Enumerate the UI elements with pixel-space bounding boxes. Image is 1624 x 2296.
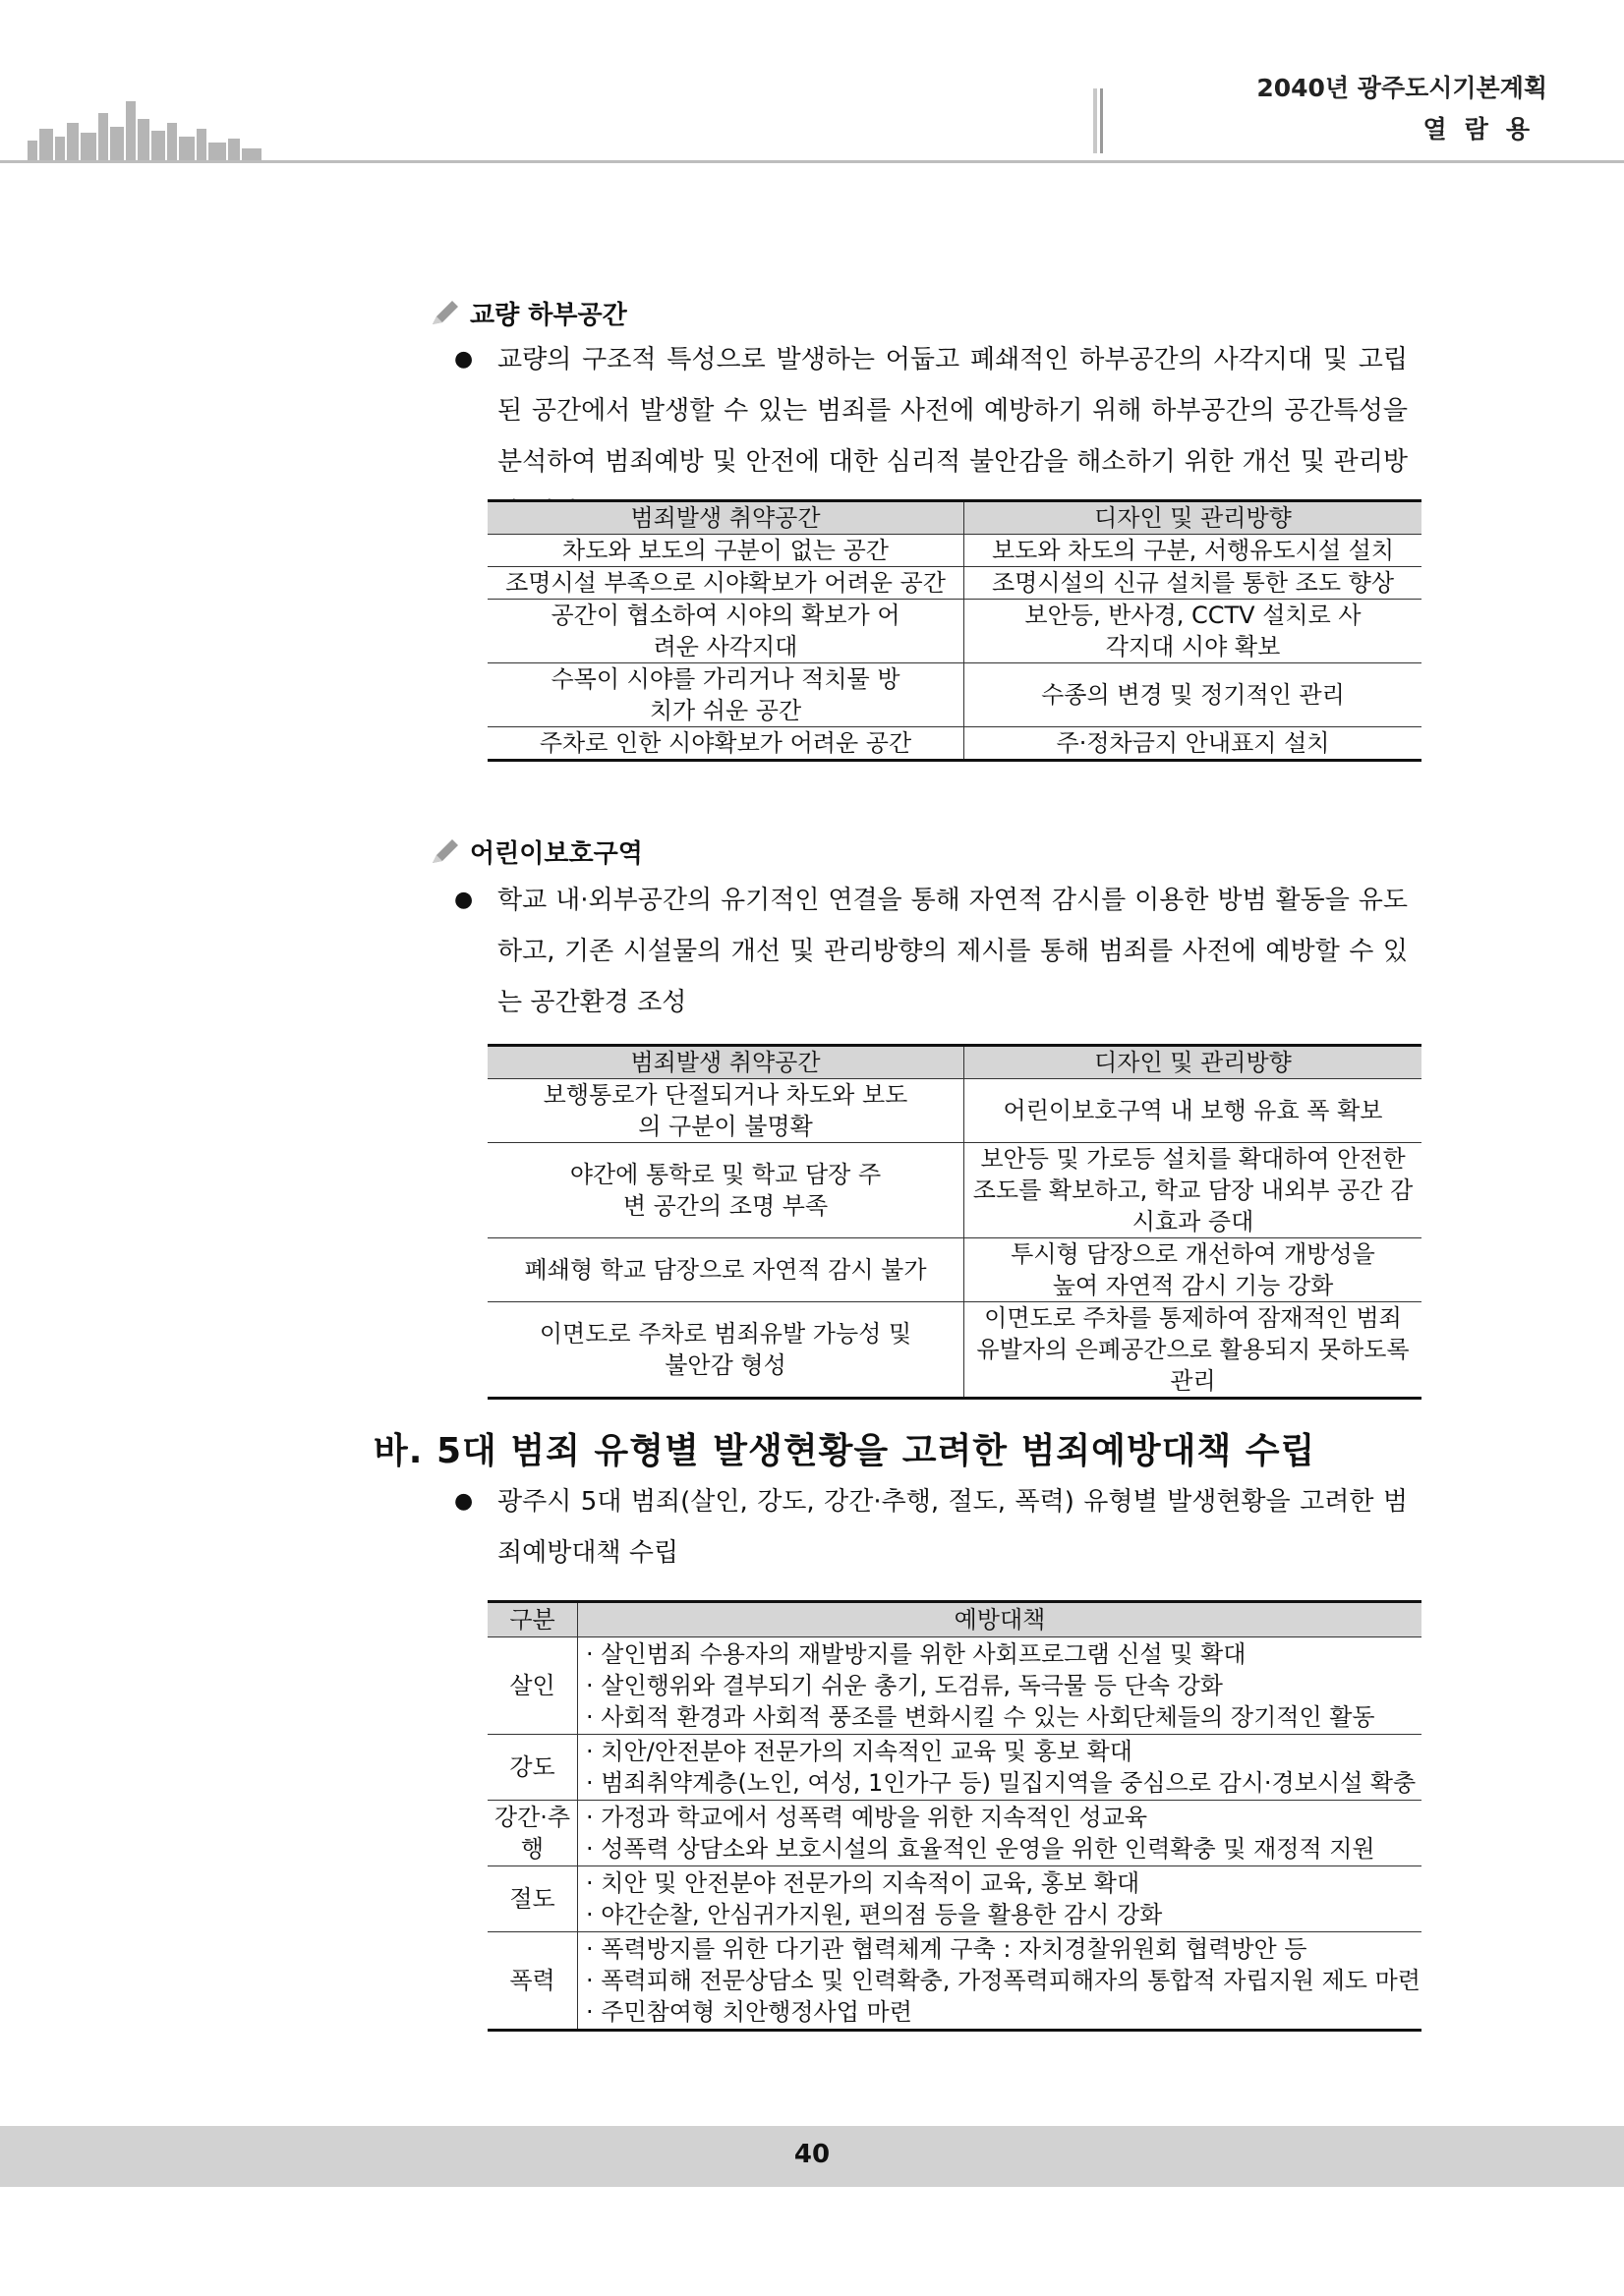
category-cell: 강간·추행 <box>488 1801 578 1866</box>
table-cell: 수목이 시야를 가리거나 적치물 방치가 쉬운 공간 <box>488 663 964 727</box>
table-header-cell: 디자인 및 관리방향 <box>964 1046 1422 1079</box>
bullet-icon: ● <box>454 1489 474 1514</box>
category-cell: 절도 <box>488 1866 578 1932</box>
bullet-text: 교량의 구조적 특성으로 발생하는 어둡고 폐쇄적인 하부공간의 사각지대 및 고립된 공간에서 발생할 수 있는 범죄를 사전에 예방하기 위해 하부공간의 공간특성을 분석하여 범죄예방 및 안전에 대한 심리적 불안감을 해소하기 위한 개선 및 관리방 <box>497 345 1408 477</box>
table-cell: 폐쇄형 학교 담장으로 자연적 감시 불가 <box>488 1238 964 1302</box>
table-cell: 주차로 인한 시야확보가 어려운 공간 <box>488 727 964 761</box>
table-row <box>488 567 1421 600</box>
table-cell: 조명시설의 신규 설치를 통한 조도 향상 <box>964 567 1422 600</box>
measure-item: · 주민참여형 치안행정사업 마련 <box>586 1998 912 2026</box>
table-header-cell: 디자인 및 관리방향 <box>964 501 1422 535</box>
table-header-row <box>488 1602 1421 1637</box>
table-cell: 이면도로 주차로 범죄유발 가능성 및 불안감 형성 <box>488 1302 964 1399</box>
table-row <box>488 535 1421 567</box>
table-row <box>488 663 1421 727</box>
header-divider <box>1093 88 1105 153</box>
table-header-row <box>488 1046 1421 1079</box>
measure-item: · 치안/안전분야 전문가의 지속적인 교육 및 홍보 확대 <box>586 1738 1132 1765</box>
table-cell: 투시형 담장으로 개선하여 개방성을 높여 자연적 감시 기능 강화 <box>964 1238 1422 1302</box>
table-row <box>488 1238 1421 1302</box>
table-row <box>488 1932 1421 2031</box>
table-cell: 주·정차금지 안내표지 설치 <box>964 727 1422 761</box>
measures-cell <box>578 1801 1422 1866</box>
measure-item: · 폭력방지를 위한 다기관 협력체계 구축 : 자치경찰위원회 협력방안 등 <box>586 1935 1307 1963</box>
bullet-text: 광주시 5대 범죄(살인, 강도, 강간·추행, 절도, 폭력) 유형별 발생현황을 고려한 범죄예방대책 수립 <box>497 1487 1408 1568</box>
table-cell: 수종의 변경 및 정기적인 관리 <box>964 663 1422 727</box>
measure-item: · 사회적 환경과 사회적 풍조를 변화시킬 수 있는 사회단체들의 장기적인 활동 <box>586 1703 1375 1731</box>
category-cell: 살인 <box>488 1637 578 1735</box>
measures-cell <box>578 1735 1422 1801</box>
page-number: 40 <box>793 2140 831 2169</box>
table-cell: 야간에 통학로 및 학교 담장 주변 공간의 조명 부족 <box>488 1143 964 1238</box>
category-cell: 폭력 <box>488 1932 578 2031</box>
skyline-logo-icon <box>28 93 263 162</box>
table-row <box>488 1801 1421 1866</box>
section-heading-school-zone <box>429 833 643 870</box>
measures-cell <box>578 1866 1422 1932</box>
table-cell: 보안등 및 가로등 설치를 확대하여 안전한 조도를 확보하고, 학교 담장 내외부 공간 감시효과 증대 <box>964 1143 1422 1238</box>
bullet-icon: ● <box>454 347 474 372</box>
measure-item: · 살인범죄 수용자의 재발방지를 위한 사회프로그램 신설 및 확대 <box>586 1640 1247 1668</box>
section-heading-bridge <box>429 295 627 331</box>
measure-item: · 야간순찰, 안심귀가지원, 편의점 등을 활용한 감시 강화 <box>586 1901 1163 1928</box>
bullet-icon: ● <box>454 888 474 912</box>
section-heading-text: 어린이보호구역 <box>470 839 643 869</box>
header-rule <box>0 160 1624 163</box>
category-cell: 강도 <box>488 1735 578 1801</box>
table-header-cell: 범죄발생 취약공간 <box>488 501 964 535</box>
table-row <box>488 1735 1421 1801</box>
table-row <box>488 1302 1421 1399</box>
measure-item: · 폭력피해 전문상담소 및 인력확충, 가정폭력피해자의 통합적 자립지원 제도 마련 <box>586 1967 1421 1994</box>
table-row <box>488 1637 1421 1735</box>
pencil-icon <box>429 837 460 867</box>
measure-item: · 살인행위와 결부되기 쉬운 총기, 도검류, 독극물 등 단속 강화 <box>586 1672 1223 1699</box>
measure-item: · 범죄취약계층(노인, 여성, 1인가구 등) 밀집지역을 중심으로 감시·경보시설 확충 <box>586 1769 1417 1797</box>
bridge-design-table <box>488 499 1421 762</box>
bullet-paragraph-school-zone <box>454 875 1408 1028</box>
table-cell: 차도와 보도의 구분이 없는 공간 <box>488 535 964 567</box>
table-row <box>488 727 1421 761</box>
pencil-icon <box>429 299 460 328</box>
measures-cell <box>578 1932 1422 2031</box>
bullet-paragraph-crime-prevention <box>454 1476 1408 1578</box>
section-heading-text: 교량 하부공간 <box>470 301 627 330</box>
table-row <box>488 1079 1421 1143</box>
table-header-cell: 범죄발생 취약공간 <box>488 1046 964 1079</box>
table-row <box>488 1143 1421 1238</box>
bullet-text: 학교 내·외부공간의 유기적인 연결을 통해 자연적 감시를 이용한 방범 활동을 유도하고, 기존 시설물의 개선 및 관리방향의 제시를 통해 범죄를 사전에 예방할 수 있는 공간환경 조성 <box>497 886 1408 1017</box>
table-row <box>488 600 1421 663</box>
crime-prevention-table <box>488 1600 1421 2032</box>
table-cell: 보행통로가 단절되거나 차도와 보도의 구분이 불명확 <box>488 1079 964 1143</box>
measure-item: · 성폭력 상담소와 보호시설의 효율적인 운영을 위한 인력확충 및 재정적 지원 <box>586 1835 1375 1863</box>
table-header-cell: 구분 <box>488 1602 578 1637</box>
table-cell: 보도와 차도의 구분, 서행유도시설 설치 <box>964 535 1422 567</box>
table-cell: 공간이 협소하여 시야의 확보가 어려운 사각지대 <box>488 600 964 663</box>
section-heading-crime-prevention: 바. 5대 범죄 유형별 발생현황을 고려한 범죄예방대책 수립 <box>374 1431 1316 1471</box>
document-subtitle: 열람용 <box>1422 115 1547 144</box>
table-header-row <box>488 501 1421 535</box>
measures-cell <box>578 1637 1422 1735</box>
table-cell: 조명시설 부족으로 시야확보가 어려운 공간 <box>488 567 964 600</box>
document-title: 2040년 광주도시기본계획 <box>1256 74 1547 102</box>
school-zone-design-table <box>488 1044 1421 1400</box>
table-cell: 이면도로 주차를 통제하여 잠재적인 범죄 유발자의 은폐공간으로 활용되지 못하도록 관리 <box>964 1302 1422 1399</box>
table-row <box>488 1866 1421 1932</box>
table-header-cell: 예방대책 <box>578 1602 1422 1637</box>
table-cell: 어린이보호구역 내 보행 유효 폭 확보 <box>964 1079 1422 1143</box>
measure-item: · 가정과 학교에서 성폭력 예방을 위한 지속적인 성교육 <box>586 1804 1148 1831</box>
measure-item: · 치안 및 안전분야 전문가의 지속적이 교육, 홍보 확대 <box>586 1869 1140 1897</box>
table-cell: 보안등, 반사경, CCTV 설치로 사각지대 시야 확보 <box>964 600 1422 663</box>
